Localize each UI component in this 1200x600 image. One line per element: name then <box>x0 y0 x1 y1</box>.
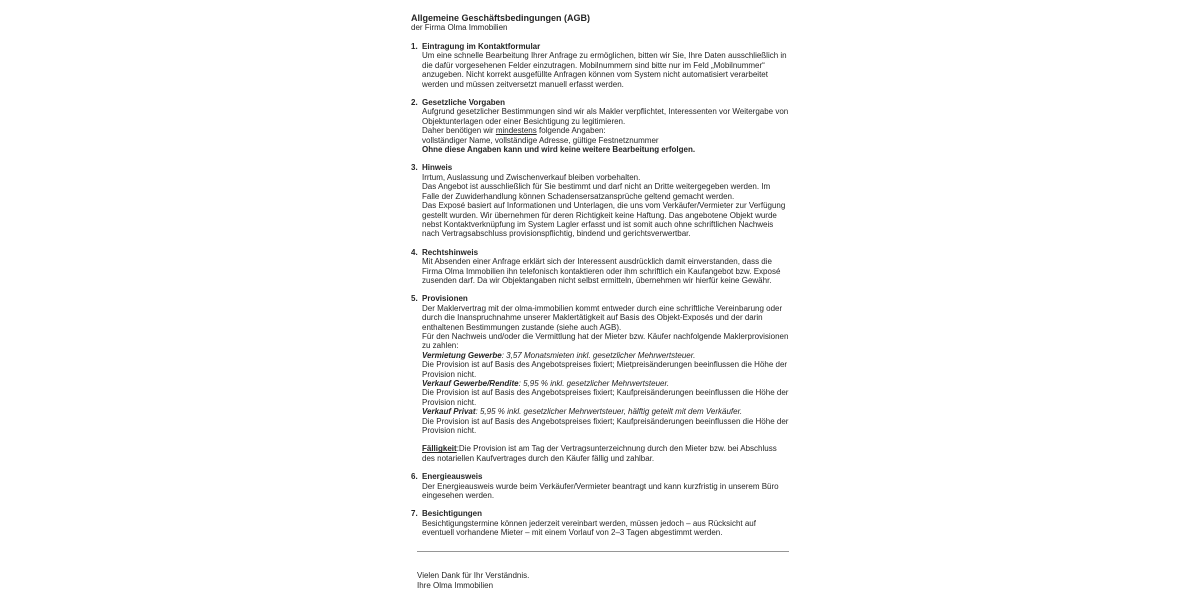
text-run: Ohne diese Angaben kann und wird keine weitere Bearbeitung erfolgen. <box>422 145 696 155</box>
paragraph <box>422 482 789 501</box>
text-run: mindestens <box>495 126 537 136</box>
document-page <box>411 0 789 600</box>
section <box>411 509 789 537</box>
section-number: 6. <box>411 472 418 482</box>
text-run: : 5,95 % inkl. gesetzlicher Mehrwertsteuer. <box>518 379 670 388</box>
paragraph <box>422 126 789 135</box>
section-heading <box>411 294 789 303</box>
paragraph <box>422 136 789 145</box>
text-run: Vermietung Gewerbe <box>422 350 502 360</box>
paragraph <box>422 379 789 388</box>
section <box>411 248 789 286</box>
paragraph <box>422 51 789 89</box>
section-heading <box>411 98 789 107</box>
paragraph <box>422 519 789 538</box>
text-run: Verkauf Privat <box>422 407 476 417</box>
section-heading-text: Hinweis <box>422 163 453 173</box>
section-heading <box>411 42 789 51</box>
section-number: 3. <box>411 163 418 173</box>
text-run: : 3,57 Monatsmieten inkl. gesetzlicher Mehrwertsteuer. <box>501 350 696 360</box>
text-run: Die Provision ist auf Basis des Angebotspreises fixiert; Kaufpreisänderungen beeinflussen die Höhe der Provision nicht. <box>422 416 789 436</box>
text-run: Für den Nachweis und/oder die Vermittlung hat der Mieter bzw. Käufer nachfolgende Maklerprovisionen zu zahlen: <box>422 331 789 351</box>
paragraph <box>422 107 789 126</box>
section-heading-text: Besichtigungen <box>422 509 483 519</box>
section-heading-text: Eintragung im Kontaktformular <box>422 42 541 51</box>
section <box>411 98 789 154</box>
page-title: Allgemeine Geschäftsbedingungen (AGB) <box>411 13 591 23</box>
footer <box>411 571 789 591</box>
text-run: folgende Angaben: <box>536 126 606 136</box>
section-heading <box>411 472 789 481</box>
section-heading-text: Energieausweis <box>422 472 483 482</box>
text-run: Fälligkeit <box>422 444 457 454</box>
section-heading-text: Gesetzliche Vorgaben <box>422 98 505 108</box>
text-run: : 5,95 % inkl. gesetzlicher Mehrwertsteuer, hälftig geteilt mit dem Verkäufer. <box>475 407 743 417</box>
text-run: Die Provision ist auf Basis des Angebotspreises fixiert; Kaufpreisänderungen beeinflussen die Höhe der Provision nicht. <box>422 388 789 407</box>
section-heading-text: Provisionen <box>422 294 468 304</box>
section-heading <box>411 248 789 257</box>
text-run: :Die Provision ist am Tag der Vertragsunterzeichnung durch den Mieter bzw. bei Abschluss des notariellen Kaufvertrages durch den Käufer fällig und zahlbar. <box>422 444 777 463</box>
paragraph <box>422 351 789 360</box>
section <box>411 294 789 463</box>
paragraph <box>422 444 789 463</box>
section-heading-text: Rechtshinweis <box>422 247 479 257</box>
text-run: Irrtum, Auslassung und Zwischenverkauf bleiben vorbehalten. <box>422 172 641 182</box>
footer-thanks: Vielen Dank für Ihr Verständnis. <box>417 570 530 580</box>
section <box>411 163 789 238</box>
section-number: 2. <box>411 98 418 108</box>
text-run: Die Provision ist auf Basis des Angebotspreises fixiert; Mietpreisänderungen beeinflussen die Höhe der Provision nicht. <box>422 360 788 379</box>
paragraph <box>422 332 789 351</box>
paragraph <box>422 388 789 407</box>
text-run: Aufgrund gesetzlicher Bestimmungen sind wir als Makler verpflichtet, Interessenten vor Weitergabe von Objektunterlagen oder einer Besichtigung zu legitimieren. <box>422 107 789 126</box>
paragraph <box>422 173 789 182</box>
text-run: Daher benötigen wir <box>422 126 496 136</box>
divider-top <box>417 551 789 552</box>
text-run: Das Exposé basiert auf Informationen und Unterlagen, die uns vom Verkäufer/Vermieter zur Verfügung gestellt wurden. Wir übernehmen für deren Richtigkeit keine Haftung. Das angebotene Objekt wurde nebst Kontaktverknüpfung im System Lagler erfasst und ist somit auch ohne schriftlichen Nachweis nach Vertragsabschluss provisionspflichtig, bindend und gerichtsverwertbar. <box>422 201 786 239</box>
section-number: 4. <box>411 247 418 257</box>
text-run: Mit Absenden einer Anfrage erklärt sich der Interessent ausdrücklich damit einverstanden, dass die Firma Olma Immobilien ihn telefonisch kontaktieren oder ihm schriftlich ein Kaufangebot bzw. Exposé zusenden darf. Da wir Objektangaben nicht selbst ermitteln, übernehmen wir hierfür keine Gewähr. <box>422 257 781 285</box>
section-number: 5. <box>411 294 418 304</box>
section <box>411 472 789 500</box>
paragraph <box>422 201 789 239</box>
paragraph <box>422 145 789 154</box>
section-heading <box>411 509 789 518</box>
text-run: Der Energieausweis wurde beim Verkäufer/Vermieter beantragt und kann kurzfristig in unserem Büro eingesehen werden. <box>422 481 779 501</box>
section-number: 1. <box>411 42 418 51</box>
footer-signature: Ihre Olma Immobilien <box>417 580 494 590</box>
paragraph <box>422 417 789 436</box>
text-run: Das Angebot ist ausschließlich für Sie bestimmt und darf nicht an Dritte weitergegeben werden. Im Falle der Zuwiderhandlung können Schadensersatzansprüche geltend gemacht werden. <box>422 182 771 201</box>
text-run: Verkauf Gewerbe/Rendite <box>422 379 519 388</box>
paragraph <box>422 257 789 285</box>
section-number: 7. <box>411 509 418 519</box>
paragraph <box>422 407 789 416</box>
paragraph <box>422 360 789 379</box>
sections <box>411 42 789 538</box>
text-run: Der Maklervertrag mit der olma-immobilien kommt entweder durch eine schriftliche Vereinbarung oder durch die Inanspruchnahme unserer Maklertätigkeit auf Basis des Objekt-Exposés und der darin enthaltenen Bestimmungen zustande (siehe auch AGB). <box>422 303 783 332</box>
text-run: Besichtigungstermine können jederzeit vereinbart werden, müssen jedoch – aus Rücksicht auf eventuell vorhandene Mieter – mit einem Vorlauf von 2–3 Tagen abgestimmt werden. <box>422 518 756 538</box>
section <box>411 42 789 89</box>
page-subtitle: der Firma Olma Immobilien <box>411 23 508 32</box>
text-run: Um eine schnelle Bearbeitung Ihrer Anfrage zu ermöglichen, bitten wir Sie, Ihre Daten ausschließlich in die dafür vorgesehenen Felder einzutragen. Mobilnummern sind bitte nur im Feld „Mobilnummer“ anzugeben. Nicht korrekt ausgefüllte Anfragen können vom System nicht automatisiert verarbeitet werden und müssen zeitversetzt manuell erfasst werden. <box>422 51 787 89</box>
text-run: vollständiger Name, vollständige Adresse, gültige Festnetznummer <box>422 135 659 145</box>
paragraph <box>422 304 789 332</box>
paragraph <box>422 182 789 201</box>
section-heading <box>411 163 789 172</box>
